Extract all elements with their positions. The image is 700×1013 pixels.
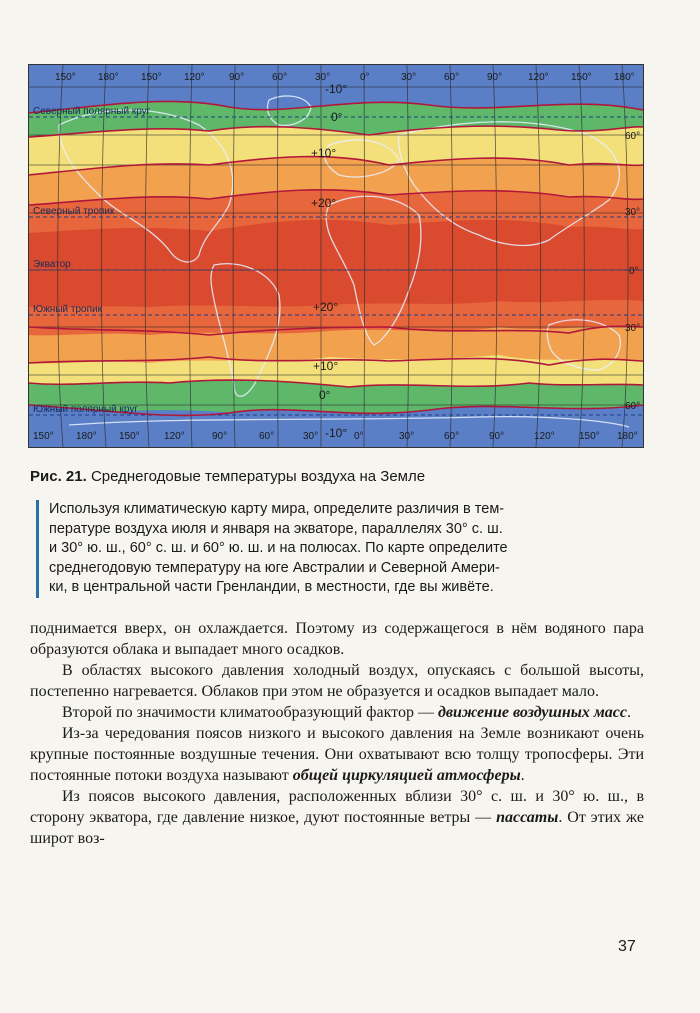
lon-bottom-5: 60° [259, 431, 275, 442]
isotherm-plus20-north: +20° [311, 196, 337, 210]
isotherm-0-south: 0° [319, 388, 331, 402]
page-number: 37 [618, 938, 636, 955]
body-text [30, 618, 644, 849]
lon-top-1: 180° [98, 72, 119, 83]
map-svg [29, 65, 643, 447]
paragraph-5-end: . От этих же широт воз- [30, 809, 645, 847]
isotherm-plus20-south: +20° [313, 300, 339, 314]
paragraph-3-end: . [627, 704, 632, 721]
figure-title: Среднегодовые температуры воздуха на Земле [90, 468, 426, 485]
task-line: Используя климатическую карту мира, определите различия в тем- [49, 501, 505, 517]
lon-top-4: 90° [229, 72, 245, 83]
lon-bottom-9: 60° [444, 431, 460, 442]
lon-top-3: 120° [184, 72, 205, 83]
lat-right-1: 30° [625, 207, 641, 218]
lon-bottom-0: 150° [33, 431, 54, 442]
isotherm-plus10-north: +10° [311, 146, 337, 160]
lon-bottom-8: 30° [399, 431, 415, 442]
term-trade-winds: пассаты [496, 809, 559, 826]
term-general-circulation: общей циркуляцией атмосферы [292, 767, 521, 784]
label-south-polar-circle: Южный полярный круг [33, 404, 138, 415]
label-south-tropic: Южный тропик [33, 304, 102, 315]
lon-bottom-11: 120° [534, 431, 555, 442]
figure-label: Рис. 21. [30, 468, 87, 485]
label-north-tropic: Северный тропик [33, 206, 115, 217]
paragraph-5 [30, 786, 644, 849]
isotherm-minus10-south: -10° [325, 426, 348, 440]
paragraph-4-text: Из-за чередования поясов низкого и высокого давления на Земле возникают очень крупные постоянные воздушные течения. Они охватывают всю толщу тропосферы. Эти постоянные потоки воздуха называют [30, 725, 644, 784]
paragraph-4-end: . [520, 767, 525, 784]
task-line: ки, в центральной части Гренландии, в местности, где вы живёте. [49, 579, 494, 595]
paragraph-3-text: Второй по значимости климатообразующий фактор — [62, 704, 438, 721]
paragraph-5-text: Из поясов высокого давления, расположенных вблизи 30° с. ш. и 30° ю. ш., в сторону экватора, где давление низкое, дуют постоянные ветры — [30, 788, 644, 826]
lon-top-0: 150° [55, 72, 76, 83]
task-line: пературе воздуха июля и января на экваторе, параллелях 30° с. ш. [49, 520, 503, 537]
lon-top-12: 150° [571, 72, 592, 83]
isotherm-minus10-north: -10° [325, 82, 348, 96]
figure-caption [30, 468, 425, 485]
label-equator: Экватор [33, 259, 71, 270]
lon-top-2: 150° [141, 72, 162, 83]
lon-bottom-4: 90° [212, 431, 228, 442]
lon-top-5: 60° [272, 72, 288, 83]
label-north-polar-circle: Северный полярный круг [33, 106, 151, 117]
paragraph-2: В областях высокого давления холодный воздух, опускаясь с большой высоты, постепенно нагревается. Облаков при этом не образуется и осадков выпадает мало. [30, 662, 644, 700]
lon-bottom-13: 180° [617, 431, 638, 442]
lon-top-11: 120° [528, 72, 549, 83]
paragraph-1: поднимается вверх, он охлаждается. Поэтому из содержащегося в нём водяного пара образуются облака и выпадает много осадков. [30, 620, 644, 658]
task-box [36, 500, 655, 598]
lat-right-0: 60° [625, 131, 641, 142]
lon-bottom-7: 0° [354, 431, 364, 442]
lat-right-3: 30° [625, 323, 641, 334]
task-line: среднегодовую температуру на юге Австралии и Северной Амери- [49, 559, 500, 576]
lon-bottom-12: 150° [579, 431, 600, 442]
term-air-mass-movement: движение воздушных масс [437, 704, 628, 721]
lon-bottom-2: 150° [119, 431, 140, 442]
temperature-map [28, 64, 644, 448]
lon-top-6: 30° [315, 72, 331, 83]
paragraph-4 [30, 723, 644, 786]
lat-right-4: 60° [625, 401, 641, 412]
lon-top-7: 0° [360, 72, 370, 83]
lon-top-13: 180° [614, 72, 635, 83]
lat-right-2: 0° [629, 266, 639, 277]
lon-top-10: 90° [487, 72, 503, 83]
isotherm-0-north: 0° [331, 110, 343, 124]
lon-top-9: 60° [444, 72, 460, 83]
isotherm-plus10-south: +10° [313, 359, 339, 373]
band-hottest [29, 220, 643, 308]
lon-bottom-3: 120° [164, 431, 185, 442]
lon-bottom-1: 180° [76, 431, 97, 442]
lon-bottom-6: 30° [303, 431, 319, 442]
paragraph-3 [30, 702, 644, 723]
lon-bottom-10: 90° [489, 431, 505, 442]
lon-top-8: 30° [401, 72, 417, 83]
task-line: и 30° ю. ш., 60° с. ш. и 60° ю. ш. и на полюсах. По карте определите [49, 540, 508, 556]
